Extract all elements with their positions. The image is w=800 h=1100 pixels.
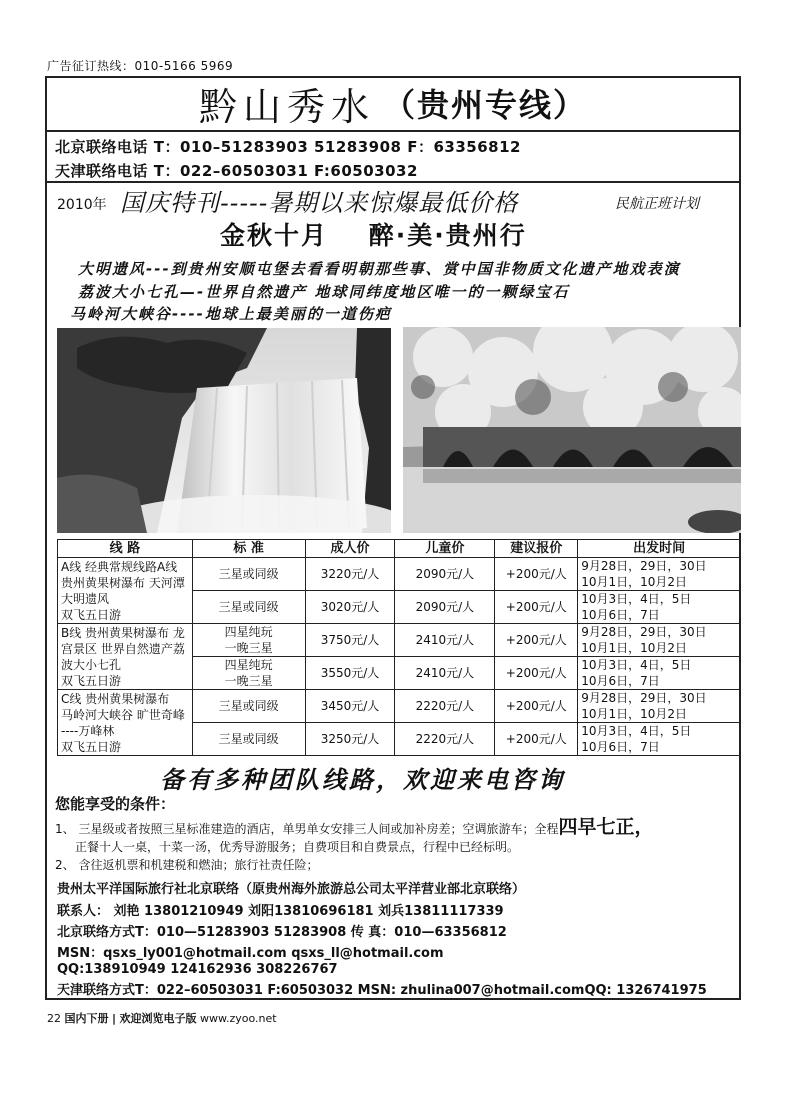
col-route: 线 路 <box>58 540 193 558</box>
page-title: 黔山秀水 <box>198 84 375 129</box>
footer-text: 欢迎浏览电子版 <box>119 1012 197 1025</box>
dates-cell <box>578 558 741 591</box>
dates-cell <box>578 657 741 690</box>
table-row <box>58 690 741 723</box>
adult-price: 3750元/人 <box>305 624 395 657</box>
adult-price: 3020元/人 <box>305 591 395 624</box>
footer-section: 国内下册 <box>64 1012 109 1025</box>
route-line: C线 贵州黄果树瀑布 <box>61 691 170 706</box>
condition-1-cont: 正餐十人一桌，十菜一汤，优秀导游服务；自费项目和自费景点，行程中已经标明。 <box>75 840 520 854</box>
date-line: 9月28日，29日，30日 <box>581 559 707 573</box>
adult-price: 3250元/人 <box>305 723 395 756</box>
tagline-3: 马岭河大峡谷----地球上最美丽的一道伤疤 <box>70 305 392 323</box>
meal-highlight: 四早七正 <box>558 816 635 838</box>
route-line: 双飞五日游 <box>61 673 122 688</box>
date-line: 10月3日，4日，5日 <box>581 658 692 672</box>
airline-note: 民航正班计划 <box>615 196 699 212</box>
agency-tianjin: 天津联络方式T：022–60503031 F:60503032 MSN: zhulina007@hotmail.comQQ: 1326741975 <box>57 983 707 998</box>
route-line: B线 贵州黄果树瀑布 龙 <box>61 625 185 640</box>
col-quote: 建议报价 <box>495 540 578 558</box>
child-price: 2220元/人 <box>395 690 495 723</box>
date-line: 10月3日，4日，5日 <box>581 592 692 606</box>
dates-cell <box>578 690 741 723</box>
quote-price: +200元/人 <box>495 558 578 591</box>
quote-price: +200元/人 <box>495 723 578 756</box>
route-line: 双飞五日游 <box>61 607 122 622</box>
col-standard: 标 准 <box>192 540 305 558</box>
quote-price: +200元/人 <box>495 657 578 690</box>
child-price: 2220元/人 <box>395 723 495 756</box>
tianjin-contact: 天津联络电话 T：022–60503031 F:60503032 <box>55 162 418 180</box>
col-dates: 出发时间 <box>578 540 741 558</box>
standard-cell: 三星或同级 <box>192 690 305 723</box>
date-line: 10月1日，10月2日 <box>581 575 688 589</box>
page-footer <box>47 1010 277 1026</box>
route-b <box>58 624 193 690</box>
route-line: 宫景区 世界自然遗产荔 <box>61 641 185 656</box>
condition-1 <box>55 818 653 838</box>
page-number: 22 <box>47 1012 61 1025</box>
route-line: ----万峰林 <box>61 723 115 738</box>
child-price: 2410元/人 <box>395 624 495 657</box>
standard-cell: 三星或同级 <box>192 558 305 591</box>
adult-price: 3220元/人 <box>305 558 395 591</box>
title-box <box>45 76 741 132</box>
table-row <box>58 558 741 591</box>
date-line: 10月1日，10月2日 <box>581 641 688 655</box>
footer-separator: | <box>112 1012 117 1025</box>
promo-headline: 金秋十月 醉·美·贵州行 <box>220 221 527 250</box>
route-line: 贵州黄果树瀑布 天河潭 <box>61 575 185 590</box>
beijing-contact: 北京联络电话 T：010–51283903 51283908 F：63356812 <box>55 138 521 156</box>
condition-text: 1、 三星级或者按照三星标准建造的酒店，单男单女安排三人间或加补房差；空调旅游车；全程 <box>55 822 559 836</box>
agency-contacts: 联系人： 刘艳 13801210949 刘阳13810696181 刘兵13811117339 <box>57 904 504 919</box>
dates-cell <box>578 591 741 624</box>
route-line: 马岭河大峡谷 旷世奇峰 <box>61 707 185 722</box>
agency-qq: QQ:138910949 124162936 308226767 <box>57 962 338 977</box>
dates-cell <box>578 624 741 657</box>
date-line: 9月28日，29日，30日 <box>581 691 707 705</box>
promo-year: 2010年 <box>57 197 107 213</box>
price-table <box>57 539 741 756</box>
route-a <box>58 558 193 624</box>
standard-cell: 三星或同级 <box>192 723 305 756</box>
standard-cell <box>192 624 305 657</box>
footer-url: www.zyoo.net <box>200 1012 277 1025</box>
agency-name: 贵州太平洋国际旅行社北京联络（原贵州海外旅游总公司太平洋营业部北京联络） <box>57 882 526 897</box>
col-adult: 成人价 <box>305 540 395 558</box>
standard-cell <box>192 657 305 690</box>
standard-line: 四星纯玩 <box>224 625 273 639</box>
tagline-2: 荔波大小七孔—-世界自然遗产 地球同纬度地区唯一的一颗绿宝石 <box>78 283 570 301</box>
child-price: 2090元/人 <box>395 591 495 624</box>
route-line: 大明遗风 <box>61 591 110 606</box>
waterfall-photo <box>57 328 391 533</box>
child-price: 2410元/人 <box>395 657 495 690</box>
agency-beijing: 北京联络方式T：010—51283903 51283908 传 真：010—63356812 <box>57 925 507 940</box>
standard-cell: 三星或同级 <box>192 591 305 624</box>
route-line: 双飞五日游 <box>61 739 122 754</box>
standard-line: 一晚三星 <box>224 641 273 655</box>
slogan: 备有多种团队线路，欢迎来电咨询 <box>160 766 565 794</box>
condition-2: 2、 含往返机票和机建税和燃油；旅行社责任险； <box>55 858 319 872</box>
quote-price: +200元/人 <box>495 690 578 723</box>
adult-price: 3550元/人 <box>305 657 395 690</box>
date-line: 10月3日，4日，5日 <box>581 724 692 738</box>
col-child: 儿童价 <box>395 540 495 558</box>
condition-punct: ， <box>634 816 654 838</box>
child-price: 2090元/人 <box>395 558 495 591</box>
adult-price: 3450元/人 <box>305 690 395 723</box>
date-line: 10月6日，7日 <box>581 740 660 754</box>
route-c <box>58 690 193 756</box>
dates-cell <box>578 723 741 756</box>
route-line: A线 经典常规线路A线 <box>61 559 178 574</box>
table-row <box>58 624 741 657</box>
promo-special: 国庆特刊-----暑期以来惊爆最低价格 <box>120 189 519 217</box>
quote-price: +200元/人 <box>495 624 578 657</box>
agency-msn: MSN：qsxs_ly001@hotmail.com qsxs_ll@hotmail.com <box>57 946 444 961</box>
quote-price: +200元/人 <box>495 591 578 624</box>
conditions-title: 您能享受的条件： <box>55 795 176 813</box>
standard-line: 一晚三星 <box>224 674 273 688</box>
date-line: 10月6日，7日 <box>581 608 660 622</box>
date-line: 10月1日，10月2日 <box>581 707 688 721</box>
ad-hotline: 广告征订热线：010-5166 5969 <box>47 59 234 73</box>
standard-line: 四星纯玩 <box>224 658 273 672</box>
date-line: 10月6日，7日 <box>581 674 660 688</box>
stone-bridge-photo <box>403 327 741 533</box>
page-subtitle: （贵州专线） <box>383 86 588 124</box>
table-header-row <box>58 540 741 558</box>
route-line: 波大小七孔 <box>61 657 122 672</box>
tagline-1: 大明遗风---到贵州安顺屯堡去看看明朝那些事、赏中国非物质文化遗产地戏表演 <box>78 260 681 278</box>
date-line: 9月28日，29日，30日 <box>581 625 707 639</box>
